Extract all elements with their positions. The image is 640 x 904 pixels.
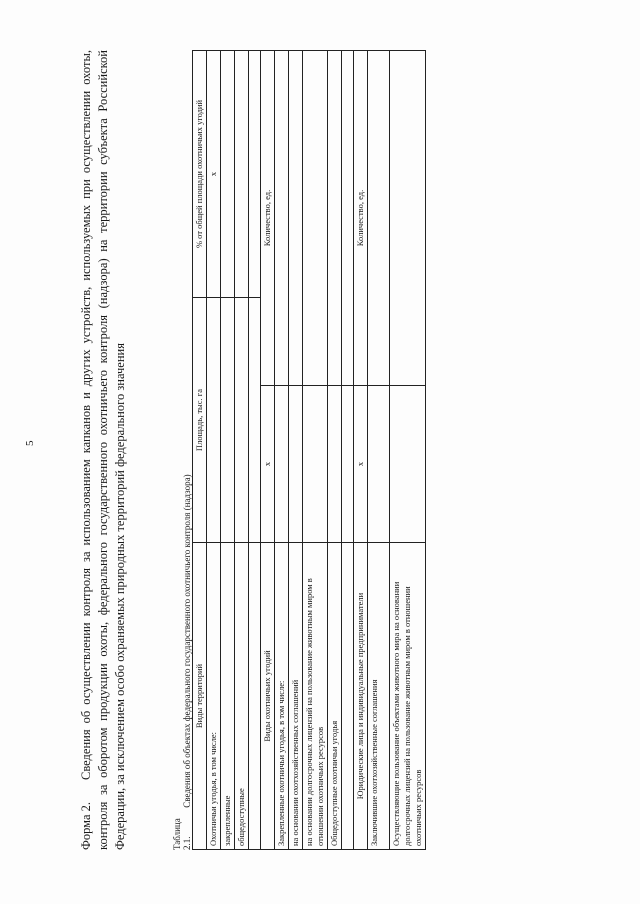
section-title: Юридические лица и индивидуальные предприниматели (354, 543, 368, 850)
section-x: х (261, 386, 275, 543)
row-label: Охотничьи угодья, в том числе: (207, 543, 221, 850)
rotated-page-content (60, 50, 620, 850)
form-label: Форма 2. (79, 801, 93, 850)
table-header-row (193, 51, 207, 850)
table-row (390, 51, 426, 850)
header-types: Виды территорий (193, 543, 207, 850)
table-row (303, 51, 328, 850)
form-heading-text: Сведения об осуществлении контроля за использованием капканов и других устройств, используемых при осуществлении охоты, контроля за оборотом продукции охоты, федерального государственного охотничьего контроля (надзора) на территории субъекта Российской Федерации, за исключением особо охраняемых природных территорий федерального значения (79, 50, 127, 850)
row-value (275, 51, 289, 386)
page-number: 5 (24, 440, 36, 446)
header-percent: % от общей площади охотничьих угодий (193, 51, 207, 298)
table-row (328, 51, 342, 850)
row-value (303, 51, 328, 386)
table-row (289, 51, 303, 850)
row-value (289, 51, 303, 386)
section-count: Количество, ед. (354, 51, 368, 386)
form-heading (78, 50, 129, 850)
row-label: на основании охотхозяйственных соглашений (289, 543, 303, 850)
row-label: на основании долгосрочных лицензий на пользование животным миром в отношении охотничьих ресурсов (303, 543, 328, 850)
row-label: Осуществляющие пользование объектами животного мира на основании долгосрочных лицензий на пользование животным миром в отношении охотничьих ресурсов (390, 543, 426, 850)
row-value (390, 51, 426, 386)
objects-table (192, 50, 426, 850)
section-header-row (261, 51, 275, 850)
table-row (207, 51, 221, 850)
section-count: Количество, ед. (261, 51, 275, 386)
row-label: Закрепленные охотничьи угодья, в том числе: (275, 543, 289, 850)
row-label: Заключившие охотхозяйственные соглашения (368, 543, 390, 850)
row-label: Общедоступные охотничьи угодья (328, 543, 342, 850)
table-row (368, 51, 390, 850)
row-x: х (207, 51, 221, 298)
row-label: общедоступные (235, 543, 249, 850)
row-value (368, 51, 390, 386)
table-row (235, 51, 249, 850)
row-value (235, 51, 249, 298)
table-caption (172, 474, 192, 850)
table-row (342, 51, 354, 850)
table-row (275, 51, 289, 850)
row-label: закрепленные (221, 543, 235, 850)
table-row (249, 51, 261, 850)
row-value (235, 298, 249, 543)
table-title: Сведения об объектах федерального государственного охотничьего контроля (надзора) (182, 474, 192, 808)
header-area: Площадь, тыс. га (193, 298, 207, 543)
table-number: Таблица 2.1. (172, 818, 192, 850)
section-title: Виды охотничьих угодий (261, 543, 275, 850)
row-value (328, 51, 342, 386)
row-value (221, 51, 235, 298)
section-x: х (354, 386, 368, 543)
table-row (221, 51, 235, 850)
row-value (207, 298, 221, 543)
row-value (221, 298, 235, 543)
section-header-row (354, 51, 368, 850)
